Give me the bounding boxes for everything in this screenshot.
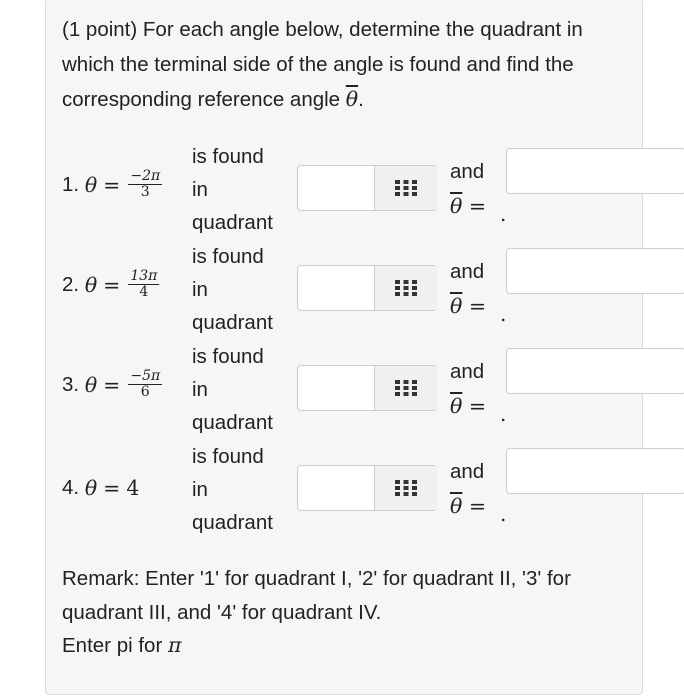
quadrant-answer-box	[297, 465, 437, 511]
quadrant-answer-box	[297, 365, 437, 411]
keypad-button[interactable]	[374, 166, 437, 210]
keypad-icon	[395, 280, 417, 296]
found-text: is found in quadrant	[192, 245, 273, 334]
found-text: is found in quadrant	[192, 145, 273, 234]
quadrant-input[interactable]	[298, 166, 374, 210]
reference-angle-input[interactable]	[507, 449, 684, 493]
problem-row-4	[0, 440, 684, 540]
found-text: is found in quadrant	[192, 345, 273, 434]
period: .	[500, 302, 507, 326]
quadrant-input[interactable]	[298, 266, 374, 310]
reference-angle-symbol: $\overline{\theta}$	[345, 87, 359, 111]
angle-expression: 1. θ = $\frac{-2\pi}{3}$	[62, 168, 161, 200]
remark-line-1: Remark: Enter '1' for quadrant I, '2' for quadrant II, '3' for quadrant III, and '4' for quadrant IV.	[62, 567, 571, 624]
keypad-button[interactable]	[374, 366, 437, 410]
angle-fraction: $\frac{-2\pi}{3}$	[130, 168, 161, 200]
problem-row-1	[0, 140, 684, 240]
angle-fraction: $\frac{13\pi}{4}$	[130, 268, 158, 300]
reference-angle-input[interactable]	[507, 349, 684, 393]
angle-fraction: $\frac{-5\pi}{6}$	[130, 368, 161, 400]
keypad-icon	[395, 380, 417, 396]
and-label: and $\overline{\theta}$ =	[450, 160, 487, 218]
quadrant-answer-box	[297, 265, 437, 311]
problem-row-2	[0, 240, 684, 340]
reference-angle-box	[506, 148, 684, 194]
period: .	[500, 202, 507, 226]
remark-text	[62, 562, 637, 663]
angle-expression: 4. θ = 4	[62, 476, 140, 500]
reference-angle-input[interactable]	[507, 249, 684, 293]
intro-text: (1 point) For each angle below, determine the quadrant in which the terminal side of the angle is found and find the corresponding reference angle	[62, 18, 583, 111]
problem-row-3	[0, 340, 684, 440]
and-label: and $\overline{\theta}$ =	[450, 260, 487, 318]
quadrant-answer-box	[297, 165, 437, 211]
reference-angle-input[interactable]	[507, 149, 684, 193]
reference-angle-box	[506, 248, 684, 294]
reference-angle-box	[506, 448, 684, 494]
keypad-icon	[395, 480, 417, 496]
angle-expression: 2. θ = $\frac{13\pi}{4}$	[62, 268, 158, 300]
reference-angle-box	[506, 348, 684, 394]
quadrant-input[interactable]	[298, 366, 374, 410]
period: .	[500, 502, 507, 526]
problem-intro: (1 point) For each angle below, determine the quadrant in which the terminal side of the angle is found and find the corresponding reference angle $\overline{\theta}$.	[62, 18, 583, 111]
keypad-icon	[395, 180, 417, 196]
keypad-button[interactable]	[374, 266, 437, 310]
period: .	[500, 402, 507, 426]
and-label: and $\overline{\theta}$ =	[450, 360, 487, 418]
remark-line-2: Enter pi for π	[62, 633, 182, 657]
quadrant-input[interactable]	[298, 466, 374, 510]
and-label: and $\overline{\theta}$ =	[450, 460, 487, 518]
found-text: is found in quadrant	[192, 445, 273, 534]
angle-expression: 3. θ = $\frac{-5\pi}{6}$	[62, 368, 161, 400]
keypad-button[interactable]	[374, 466, 437, 510]
